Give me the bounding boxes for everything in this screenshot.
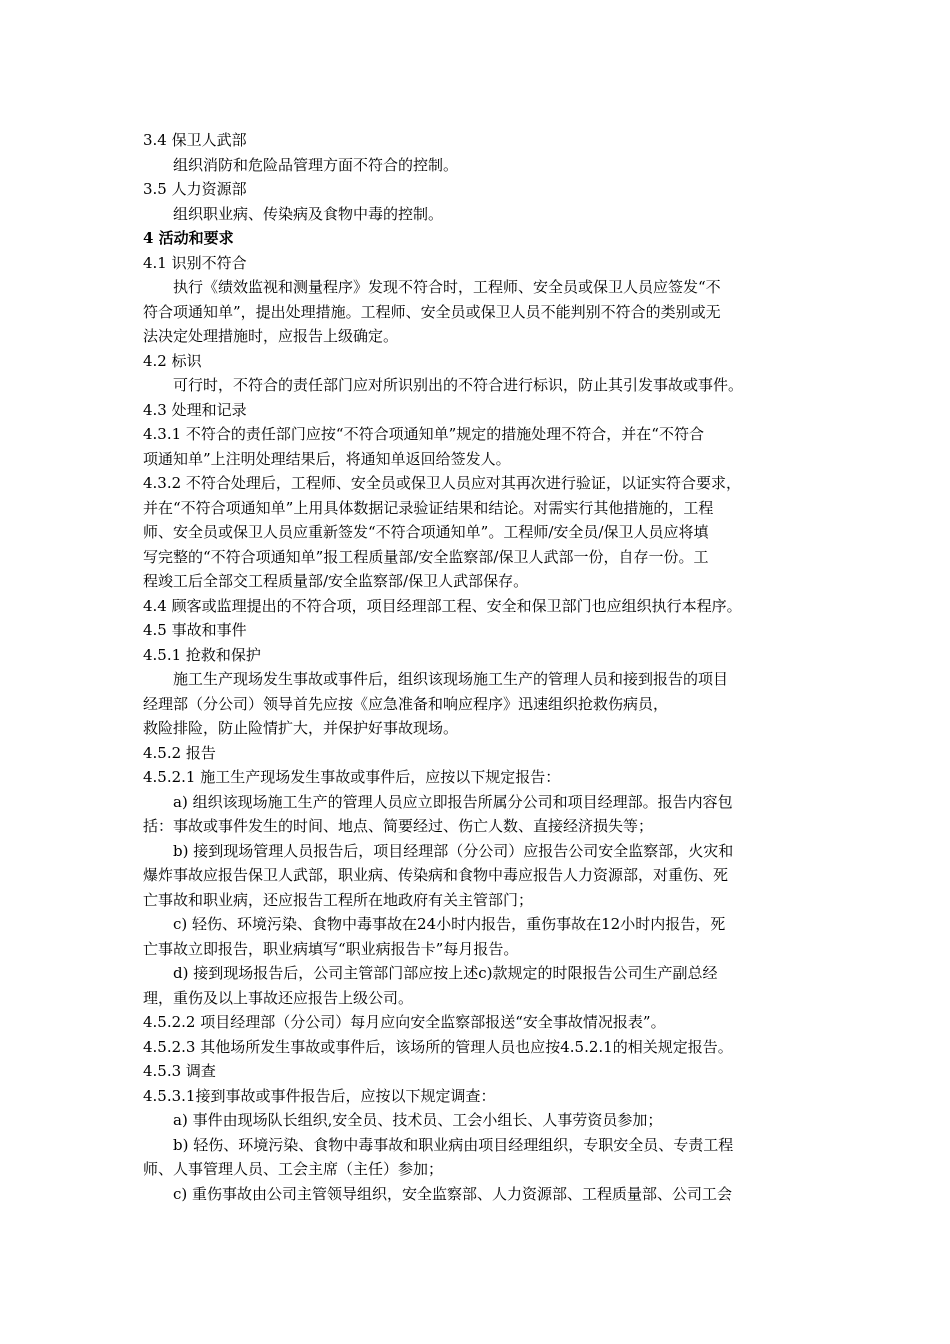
- text-line: 3.4 保卫人武部: [143, 131, 247, 149]
- text-line: 亡事故立即报告，职业病填写“职业病报告卡”每月报告。: [143, 939, 519, 958]
- text-line: 执行《绩效监视和测量程序》发现不符合时，工程师、安全员或保卫人员应签发“不: [173, 278, 721, 296]
- text-line: c) 重伤事故由公司主管领导组织，安全监察部、人力资源部、工程质量部、公司工会: [173, 1184, 733, 1203]
- text-line: 4.5.2.2 项目经理部（分公司）每月应向安全监察部报送“安全事故情况报表”。: [143, 1013, 666, 1031]
- text-line: 师、安全员或保卫人员应重新签发“不符合项通知单”。工程师/安全员/保卫人员应将填: [143, 523, 709, 541]
- text-line: b) 轻伤、环境污染、食物中毒事故和职业病由项目经理组织，专职安全员、专责工程: [173, 1135, 734, 1154]
- section-heading: 4 活动和要求: [143, 229, 234, 247]
- text-line: 写完整的“不符合项通知单”报工程质量部/安全监察部/保卫人武部一份，自存一份。工: [143, 547, 709, 566]
- text-line: 3.5 人力资源部: [143, 180, 247, 198]
- text-line: 符合项通知单”，提出处理措施。工程师、安全员或保卫人员不能判别不符合的类别或无: [143, 302, 721, 321]
- text-line: 4.5 事故和事件: [143, 621, 247, 639]
- text-line: 4.5.2.1 施工生产现场发生事故或事件后，应按以下规定报告：: [143, 768, 561, 786]
- text-line: 经理部（分公司）领导首先应按《应急准备和响应程序》迅速组织抢救伤病员，: [143, 694, 669, 713]
- text-line: 括：事故或事件发生的时间、地点、简要经过、伤亡人数、直接经济损失等；: [143, 817, 654, 835]
- text-line: 可行时，不符合的责任部门应对所识别出的不符合进行标识，防止其引发事故或事件。: [173, 376, 744, 394]
- text-line: 理，重伤及以上事故还应报告上级公司。: [143, 988, 414, 1007]
- text-line: 组织消防和危险品管理方面不符合的控制。: [173, 155, 459, 174]
- text-line: 4.3 处理和记录: [143, 400, 247, 419]
- text-line: a) 事件由现场队长组织,安全员、技术员、工会小组长、人事劳资员参加；: [173, 1111, 663, 1129]
- text-line: d) 接到现场报告后，公司主管部门部应按上述c)款规定的时限报告公司生产副总经: [173, 964, 718, 982]
- text-line: 4.5.3 调查: [143, 1062, 216, 1080]
- text-line: 4.5.1 抢救和保护: [143, 645, 261, 664]
- text-line: 4.1 识别不符合: [143, 253, 247, 272]
- text-line: 4.2 标识: [143, 351, 202, 370]
- text-line: 4.3.2 不符合处理后，工程师、安全员或保卫人员应对其再次进行验证，以证实符合要求，: [143, 474, 741, 492]
- text-line: 师、人事管理人员、工会主席（主任）参加；: [143, 1160, 444, 1178]
- text-line: 亡事故和职业病，还应报告工程所在地政府有关主管部门；: [143, 890, 534, 909]
- text-line: 程竣工后全部交工程质量部/安全监察部/保卫人武部保存。: [143, 572, 529, 590]
- text-line: 施工生产现场发生事故或事件后，组织该现场施工生产的管理人员和接到报告的项目: [173, 670, 729, 688]
- text-line: 4.5.3.1接到事故或事件报告后，应按以下规定调查：: [143, 1086, 496, 1105]
- text-line: a) 组织该现场施工生产的管理人员应立即报告所属分公司和项目经理部。报告内容包: [173, 792, 733, 811]
- text-line: 救险排险，防止险情扩大，并保护好事故现场。: [143, 719, 459, 737]
- text-line: 项通知单”上注明处理结果后，将通知单返回给签发人。: [143, 449, 511, 468]
- text-line: 4.5.2 报告: [143, 743, 216, 762]
- text-line: 4.5.2.3 其他场所发生事故或事件后，该场所的管理人员也应按4.5.2.1的相关规定报告。: [143, 1037, 733, 1056]
- text-line: 组织职业病、传染病及食物中毒的控制。: [173, 204, 444, 223]
- text-line: 并在“不符合项通知单”上用具体数据记录验证结果和结论。对需实行其他措施的，工程: [143, 498, 714, 517]
- text-line: 法决定处理措施时，应报告上级确定。: [143, 327, 399, 345]
- text-line: 4.4 顾客或监理提出的不符合项，项目经理部工程、安全和保卫部门也应组织执行本程序。: [143, 596, 742, 615]
- text-line: c) 轻伤、环境污染、食物中毒事故在24小时内报告，重伤事故在12小时内报告，死: [173, 915, 726, 933]
- text-line: 爆炸事故应报告保卫人武部，职业病、传染病和食物中毒应报告人力资源部，对重伤、死: [143, 866, 729, 884]
- document-body: [143, 128, 811, 1206]
- text-line: b) 接到现场管理人员报告后，项目经理部（分公司）应报告公司安全监察部，火灾和: [173, 841, 734, 860]
- text-line: 4.3.1 不符合的责任部门应按“不符合项通知单”规定的措施处理不符合，并在“不符合: [143, 425, 704, 443]
